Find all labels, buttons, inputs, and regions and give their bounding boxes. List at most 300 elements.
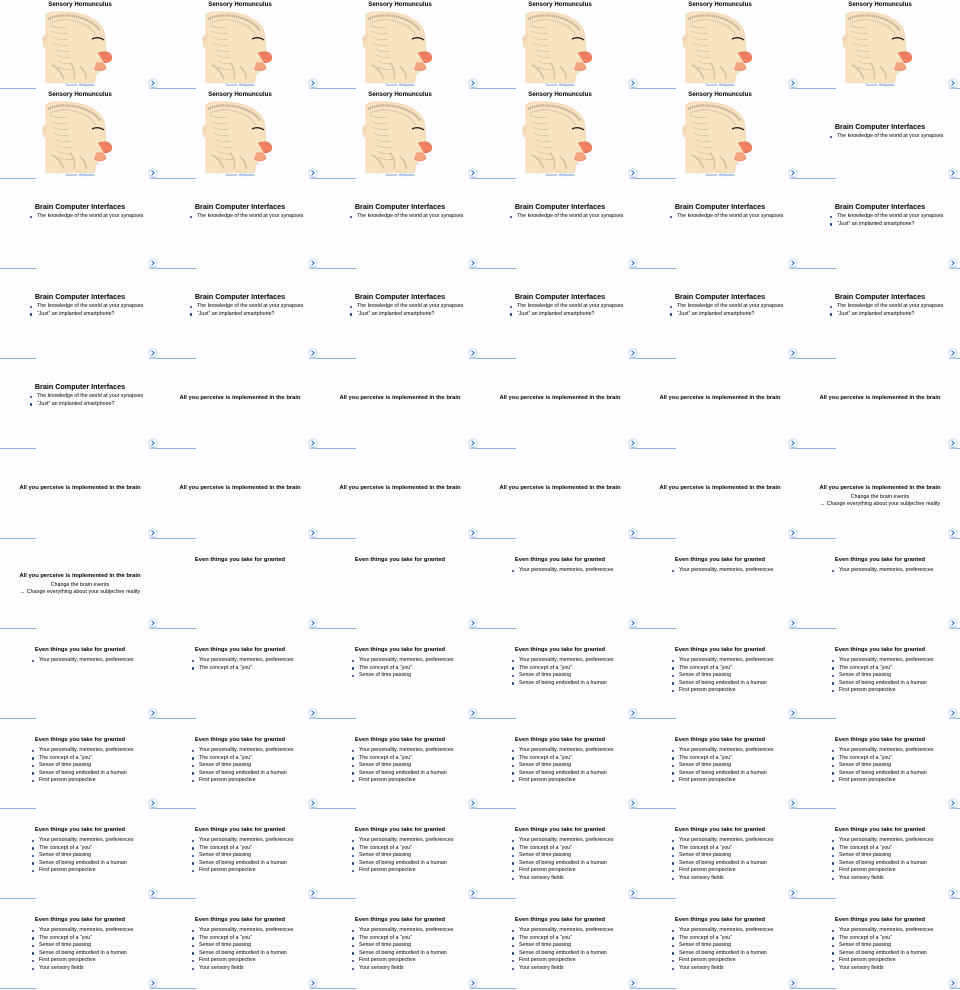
- chevron-logo-icon: [146, 708, 160, 720]
- chevron-logo-icon: [786, 438, 800, 450]
- source-credit-link[interactable]: Source: Wikipedia: [865, 83, 895, 87]
- slide-thumbnail[interactable]: [160, 540, 320, 630]
- slide-title: Sensory Homunculus: [688, 91, 752, 98]
- slide-thumbnail[interactable]: [800, 0, 960, 90]
- footer-rule: [640, 808, 676, 809]
- bullet-list: [192, 927, 294, 973]
- bullet-item: Sense of time passing: [512, 852, 614, 860]
- slide-thumbnail[interactable]: [160, 0, 320, 90]
- slide-thumbnail[interactable]: [480, 540, 640, 630]
- sensory-homunculus-illustration: [40, 99, 120, 173]
- bullet-item: Sense of time passing: [672, 672, 774, 680]
- bullet-list: [670, 213, 783, 221]
- bullet-item: The concept of a “you”: [832, 665, 934, 673]
- footer-rule: [320, 88, 356, 89]
- bullet-item: The concept of a “you”: [512, 935, 614, 943]
- chevron-logo-icon: [786, 888, 800, 900]
- slide-thumbnail[interactable]: [0, 810, 160, 900]
- bullet-item: First person perspective: [832, 687, 934, 695]
- bullet-item: The concept of a “you”: [512, 755, 614, 763]
- chevron-logo-icon: [786, 978, 800, 990]
- slide-thumbnail[interactable]: [320, 630, 480, 720]
- footer-rule: [320, 628, 356, 629]
- bullet-item: Sense of being embodied in a human: [672, 950, 774, 958]
- source-credit-link[interactable]: Source: Wikipedia: [385, 83, 415, 87]
- source-credit-link[interactable]: Source: Wikipedia: [705, 83, 735, 87]
- slide-title: Even things you take for granted: [354, 557, 446, 563]
- chevron-logo-icon: [146, 618, 160, 630]
- slide-thumbnail[interactable]: [800, 630, 960, 720]
- bullet-item: The knowledge of the world at your synapses: [510, 213, 623, 221]
- bullet-item: The concept of a “you”: [32, 845, 134, 853]
- slide-title: Even things you take for granted: [834, 557, 926, 563]
- slide-title: Brain Computer Interfaces: [834, 202, 926, 211]
- slide-title: All you perceive is implemented in the brain: [659, 485, 781, 491]
- chevron-logo-icon: [306, 618, 320, 630]
- slide-thumbnail[interactable]: [320, 900, 480, 990]
- chevron-logo-icon: [626, 528, 640, 540]
- slide-title: Even things you take for granted: [354, 827, 446, 833]
- slide-thumbnail[interactable]: [320, 180, 480, 270]
- bullet-item: Your sensory fields: [512, 875, 614, 883]
- bullet-list: [832, 747, 934, 785]
- slide-title: Even things you take for granted: [834, 917, 926, 923]
- slide-title: Brain Computer Interfaces: [34, 292, 126, 301]
- slide-title: Even things you take for granted: [674, 647, 766, 653]
- source-credit-link[interactable]: Source: Wikipedia: [545, 173, 575, 177]
- bullet-list: [352, 657, 454, 680]
- bullet-item: Your sensory fields: [192, 965, 294, 973]
- slide-thumbnail[interactable]: [800, 720, 960, 810]
- slide-thumbnail[interactable]: [480, 360, 640, 450]
- chevron-logo-icon: [146, 438, 160, 450]
- slide-title: All you perceive is implemented in the brain: [179, 395, 301, 401]
- slide-thumbnail[interactable]: [0, 90, 160, 180]
- slide-thumbnail[interactable]: [160, 90, 320, 180]
- slide-thumbnail[interactable]: [160, 270, 320, 360]
- bullet-list: [832, 567, 934, 575]
- chevron-logo-icon: [466, 438, 480, 450]
- slide-title: Brain Computer Interfaces: [834, 292, 926, 301]
- bullet-item: The concept of a “you”: [832, 935, 934, 943]
- footer-rule: [320, 358, 356, 359]
- bullet-list: [670, 303, 783, 318]
- slide-title: Even things you take for granted: [514, 827, 606, 833]
- slide-title: Sensory Homunculus: [208, 1, 272, 8]
- chevron-logo-icon: [466, 978, 480, 990]
- bullet-item: Sense of time passing: [832, 852, 934, 860]
- bullet-list: [350, 213, 463, 221]
- bullet-item: Your personality, memories, preferences: [192, 927, 294, 935]
- bullet-item: The concept of a “you”: [352, 935, 454, 943]
- chevron-logo-icon: [946, 618, 960, 630]
- chevron-logo-icon: [786, 708, 800, 720]
- bullet-item: “Just” an implanted smartphone?: [510, 311, 623, 319]
- slide-title: Sensory Homunculus: [48, 1, 112, 8]
- bullet-list: [352, 837, 454, 875]
- chevron-logo-icon: [466, 258, 480, 270]
- slide-title: Even things you take for granted: [194, 737, 286, 743]
- footer-rule: [160, 178, 196, 179]
- footer-rule: [800, 448, 836, 449]
- footer-rule: [640, 898, 676, 899]
- footer-rule: [160, 88, 196, 89]
- chevron-logo-icon: [946, 888, 960, 900]
- bullet-list: [510, 213, 623, 221]
- bullet-item: Your sensory fields: [512, 965, 614, 973]
- slide-title: All you perceive is implemented in the brain: [819, 485, 941, 491]
- slide-thumbnail[interactable]: [480, 900, 640, 990]
- slide-thumbnail[interactable]: [640, 0, 800, 90]
- chevron-logo-icon: [306, 258, 320, 270]
- slide-thumbnail[interactable]: [0, 270, 160, 360]
- bullet-item: The concept of a “you”: [352, 755, 454, 763]
- sensory-homunculus-illustration: [840, 9, 920, 83]
- slide-thumbnail[interactable]: [160, 180, 320, 270]
- bullet-item: The knowledge of the world at your synapses: [830, 303, 943, 311]
- bullet-list: [510, 303, 623, 318]
- chevron-logo-icon: [306, 708, 320, 720]
- slide-title: Brain Computer Interfaces: [354, 292, 446, 301]
- slide-title: All you perceive is implemented in the brain: [339, 485, 461, 491]
- slide-title: Even things you take for granted: [354, 647, 446, 653]
- bullet-item: First person perspective: [672, 777, 774, 785]
- bullet-item: Sense of being embodied in a human: [512, 680, 614, 688]
- bullet-item: First person perspective: [512, 777, 614, 785]
- footer-rule: [640, 628, 676, 629]
- bullet-item: The concept of a “you”: [352, 665, 454, 673]
- slide-thumbnail[interactable]: [800, 360, 960, 450]
- footer-rule: [480, 898, 516, 899]
- chevron-logo-icon: [626, 78, 640, 90]
- slide-title: Sensory Homunculus: [368, 91, 432, 98]
- bullet-item: Your personality, memories, preferences: [32, 657, 134, 665]
- bullet-item: Sense of being embodied in a human: [32, 950, 134, 958]
- footer-rule: [640, 448, 676, 449]
- slide-thumbnail[interactable]: [640, 450, 800, 540]
- bullet-item: First person perspective: [672, 867, 774, 875]
- bullet-list: [32, 837, 134, 875]
- slide-thumbnail[interactable]: [160, 630, 320, 720]
- slide-title: Brain Computer Interfaces: [674, 292, 766, 301]
- bullet-item: Your personality, memories, preferences: [672, 837, 774, 845]
- slide-title: All you perceive is implemented in the brain: [339, 395, 461, 401]
- slide-title: All you perceive is implemented in the brain: [499, 485, 621, 491]
- bullet-item: Your personality, memories, preferences: [832, 837, 934, 845]
- bullet-item: Sense of time passing: [672, 852, 774, 860]
- footer-rule: [480, 988, 516, 989]
- bullet-list: [192, 747, 294, 785]
- bullet-item: First person perspective: [32, 867, 134, 875]
- bullet-list: [512, 927, 614, 973]
- slide-thumbnail[interactable]: [0, 360, 160, 450]
- chevron-logo-icon: [626, 618, 640, 630]
- sensory-homunculus-illustration: [40, 9, 120, 83]
- chevron-logo-icon: [466, 888, 480, 900]
- slide-thumbnail[interactable]: [640, 90, 800, 180]
- sensory-homunculus-illustration: [360, 9, 440, 83]
- footer-rule: [800, 988, 836, 989]
- slide-thumbnail[interactable]: [0, 720, 160, 810]
- source-credit-link[interactable]: Source: Wikipedia: [545, 83, 575, 87]
- bullet-item: The knowledge of the world at your synapses: [510, 303, 623, 311]
- slide-thumbnail[interactable]: [480, 720, 640, 810]
- slide-thumbnail[interactable]: [320, 810, 480, 900]
- slide-thumbnail[interactable]: [800, 180, 960, 270]
- chevron-logo-icon: [946, 438, 960, 450]
- slide-thumbnail[interactable]: [320, 0, 480, 90]
- bullet-item: The concept of a “you”: [192, 665, 294, 673]
- footer-rule: [480, 538, 516, 539]
- source-credit-link[interactable]: Source: Wikipedia: [225, 83, 255, 87]
- slide-thumbnail[interactable]: [160, 810, 320, 900]
- bullet-list: [512, 567, 614, 575]
- footer-rule: [0, 718, 36, 719]
- slide-thumbnail[interactable]: [0, 630, 160, 720]
- footer-rule: [320, 808, 356, 809]
- slide-thumbnail[interactable]: [640, 630, 800, 720]
- slide-thumbnail[interactable]: [640, 180, 800, 270]
- slide-thumbnail[interactable]: [320, 540, 480, 630]
- slide-thumbnail[interactable]: [320, 720, 480, 810]
- slide-title: All you perceive is implemented in the brain: [19, 573, 141, 579]
- source-credit-link[interactable]: Source: Wikipedia: [225, 173, 255, 177]
- bullet-item: Sense of time passing: [832, 672, 934, 680]
- slide-title: Even things you take for granted: [34, 917, 126, 923]
- chevron-logo-icon: [946, 78, 960, 90]
- chevron-logo-icon: [466, 528, 480, 540]
- bullet-item: Sense of time passing: [32, 852, 134, 860]
- footer-rule: [160, 988, 196, 989]
- bullet-item: Your sensory fields: [352, 965, 454, 973]
- bullet-item: Your personality, memories, preferences: [32, 837, 134, 845]
- bullet-item: Your personality, memories, preferences: [192, 837, 294, 845]
- bullet-item: Sense of time passing: [832, 762, 934, 770]
- slide-thumbnail[interactable]: [480, 180, 640, 270]
- slide-title: Sensory Homunculus: [528, 1, 592, 8]
- bullet-item: Your personality, memories, preferences: [32, 927, 134, 935]
- slide-thumbnail[interactable]: [160, 900, 320, 990]
- footer-rule: [0, 88, 36, 89]
- bullet-item: The concept of a “you”: [832, 755, 934, 763]
- bullet-list: [32, 927, 134, 973]
- body-line: Change the brain events: [50, 582, 110, 588]
- bullet-item: The concept of a “you”: [512, 845, 614, 853]
- bullet-list: [672, 567, 774, 575]
- slide-thumbnail[interactable]: [480, 810, 640, 900]
- slide-title: Brain Computer Interfaces: [354, 202, 446, 211]
- bullet-item: First person perspective: [352, 867, 454, 875]
- slide-thumbnail[interactable]: [160, 720, 320, 810]
- footer-rule: [800, 898, 836, 899]
- bullet-item: The knowledge of the world at your synapses: [30, 393, 143, 401]
- bullet-item: Your sensory fields: [832, 875, 934, 883]
- bullet-item: Sense of time passing: [352, 672, 454, 680]
- chevron-logo-icon: [146, 258, 160, 270]
- chevron-logo-icon: [626, 978, 640, 990]
- bullet-item: The concept of a “you”: [512, 665, 614, 673]
- slide-title: Even things you take for granted: [674, 827, 766, 833]
- footer-rule: [160, 628, 196, 629]
- bullet-list: [352, 927, 454, 973]
- bullet-item: Your personality, memories, preferences: [512, 567, 614, 575]
- slide-thumbnail[interactable]: [480, 630, 640, 720]
- bullet-list: [830, 303, 943, 318]
- chevron-logo-icon: [466, 78, 480, 90]
- slide-thumbnail[interactable]: [160, 450, 320, 540]
- bullet-item: The concept of a “you”: [352, 845, 454, 853]
- footer-rule: [800, 628, 836, 629]
- slide-thumbnail[interactable]: [0, 900, 160, 990]
- bullet-item: Sense of being embodied in a human: [192, 770, 294, 778]
- slide-thumbnail[interactable]: [640, 900, 800, 990]
- bullet-item: Your sensory fields: [672, 875, 774, 883]
- bullet-item: Sense of being embodied in a human: [672, 680, 774, 688]
- chevron-logo-icon: [626, 798, 640, 810]
- bullet-item: Sense of time passing: [352, 762, 454, 770]
- footer-rule: [0, 358, 36, 359]
- bullet-item: The knowledge of the world at your synapses: [30, 303, 143, 311]
- slide-thumbnail[interactable]: [480, 90, 640, 180]
- bullet-item: Sense of time passing: [672, 942, 774, 950]
- slide-thumbnail[interactable]: [800, 270, 960, 360]
- slide-thumbnail[interactable]: [480, 270, 640, 360]
- slide-thumbnail[interactable]: [0, 450, 160, 540]
- slide-thumbnail[interactable]: [480, 0, 640, 90]
- footer-rule: [320, 268, 356, 269]
- slide-thumbnail[interactable]: [640, 810, 800, 900]
- bullet-item: The concept of a “you”: [32, 935, 134, 943]
- slide-thumbnail[interactable]: [320, 360, 480, 450]
- bullet-item: Your personality, memories, preferences: [672, 657, 774, 665]
- chevron-logo-icon: [146, 348, 160, 360]
- footer-rule: [0, 448, 36, 449]
- bullet-item: Your personality, memories, preferences: [352, 657, 454, 665]
- bullet-item: “Just” an implanted smartphone?: [830, 221, 943, 229]
- bullet-list: [192, 837, 294, 875]
- chevron-logo-icon: [946, 708, 960, 720]
- bullet-list: [190, 213, 303, 221]
- slide-thumbnail[interactable]: [320, 90, 480, 180]
- bullet-item: Your personality, memories, preferences: [192, 657, 294, 665]
- chevron-logo-icon: [146, 528, 160, 540]
- source-credit-link[interactable]: Source: Wikipedia: [65, 173, 95, 177]
- source-credit-link[interactable]: Source: Wikipedia: [385, 173, 415, 177]
- chevron-logo-icon: [306, 78, 320, 90]
- slide-thumbnail[interactable]: [0, 180, 160, 270]
- chevron-logo-icon: [786, 528, 800, 540]
- chevron-logo-icon: [306, 798, 320, 810]
- bullet-item: First person perspective: [192, 867, 294, 875]
- footer-rule: [320, 898, 356, 899]
- chevron-logo-icon: [786, 78, 800, 90]
- bullet-item: The knowledge of the world at your synapses: [670, 213, 783, 221]
- bullet-list: [830, 213, 943, 228]
- chevron-logo-icon: [626, 708, 640, 720]
- chevron-logo-icon: [946, 978, 960, 990]
- bullet-item: Sense of being embodied in a human: [832, 680, 934, 688]
- chevron-logo-icon: [146, 978, 160, 990]
- bullet-item: First person perspective: [832, 777, 934, 785]
- chevron-logo-icon: [466, 618, 480, 630]
- footer-rule: [320, 178, 356, 179]
- slide-thumbnail[interactable]: [800, 90, 960, 180]
- bullet-item: The concept of a “you”: [832, 845, 934, 853]
- bullet-item: Your personality, memories, preferences: [512, 837, 614, 845]
- bullet-item: Sense of time passing: [192, 852, 294, 860]
- slide-thumbnail[interactable]: [640, 270, 800, 360]
- bullet-item: The concept of a “you”: [672, 845, 774, 853]
- bullet-item: Your personality, memories, preferences: [672, 747, 774, 755]
- bullet-item: Sense of time passing: [832, 942, 934, 950]
- bullet-item: Sense of time passing: [512, 672, 614, 680]
- bullet-list: [192, 657, 294, 672]
- slide-thumbnail[interactable]: [0, 0, 160, 90]
- footer-rule: [480, 88, 516, 89]
- chevron-logo-icon: [946, 168, 960, 180]
- footer-rule: [480, 628, 516, 629]
- bullet-item: Sense of being embodied in a human: [512, 770, 614, 778]
- bullet-item: First person perspective: [832, 867, 934, 875]
- bullet-item: Your personality, memories, preferences: [352, 927, 454, 935]
- bullet-item: Your personality, memories, preferences: [352, 747, 454, 755]
- bullet-item: “Just” an implanted smartphone?: [30, 311, 143, 319]
- footer-rule: [160, 268, 196, 269]
- bullet-item: Your personality, memories, preferences: [832, 927, 934, 935]
- slide-thumbnail[interactable]: [640, 720, 800, 810]
- slide-thumbnail[interactable]: [0, 540, 160, 630]
- slide-thumbnail[interactable]: [160, 360, 320, 450]
- bullet-item: Sense of time passing: [512, 942, 614, 950]
- chevron-logo-icon: [626, 438, 640, 450]
- slide-thumbnail[interactable]: [320, 450, 480, 540]
- chevron-logo-icon: [946, 348, 960, 360]
- bullet-list: [32, 657, 134, 665]
- footer-rule: [640, 88, 676, 89]
- bullet-list: [30, 393, 143, 408]
- slide-thumbnail[interactable]: [640, 540, 800, 630]
- footer-rule: [320, 538, 356, 539]
- footer-rule: [0, 268, 36, 269]
- chevron-logo-icon: [466, 168, 480, 180]
- source-credit-link[interactable]: Source: Wikipedia: [705, 173, 735, 177]
- chevron-logo-icon: [626, 168, 640, 180]
- slide-thumbnail[interactable]: [320, 270, 480, 360]
- sensory-homunculus-illustration: [680, 9, 760, 83]
- bullet-item: “Just” an implanted smartphone?: [670, 311, 783, 319]
- slide-title: Brain Computer Interfaces: [34, 382, 126, 391]
- bullet-item: First person perspective: [832, 957, 934, 965]
- bullet-list: [672, 747, 774, 785]
- slide-thumbnail[interactable]: [480, 450, 640, 540]
- chevron-logo-icon: [466, 348, 480, 360]
- source-credit-link[interactable]: Source: Wikipedia: [65, 83, 95, 87]
- slide-thumbnail[interactable]: [800, 450, 960, 540]
- bullet-item: “Just” an implanted smartphone?: [190, 311, 303, 319]
- slide-thumbnail[interactable]: [640, 360, 800, 450]
- bullet-item: “Just” an implanted smartphone?: [350, 311, 463, 319]
- slide-thumbnail[interactable]: [800, 810, 960, 900]
- slide-thumbnail[interactable]: [800, 900, 960, 990]
- bullet-item: The knowledge of the world at your synapses: [350, 213, 463, 221]
- bullet-item: First person perspective: [352, 957, 454, 965]
- bullet-list: [672, 657, 774, 695]
- slide-title: Brain Computer Interfaces: [194, 292, 286, 301]
- slide-thumbnail[interactable]: [800, 540, 960, 630]
- sensory-homunculus-illustration: [360, 99, 440, 173]
- footer-rule: [160, 538, 196, 539]
- slide-title: Brain Computer Interfaces: [834, 122, 926, 131]
